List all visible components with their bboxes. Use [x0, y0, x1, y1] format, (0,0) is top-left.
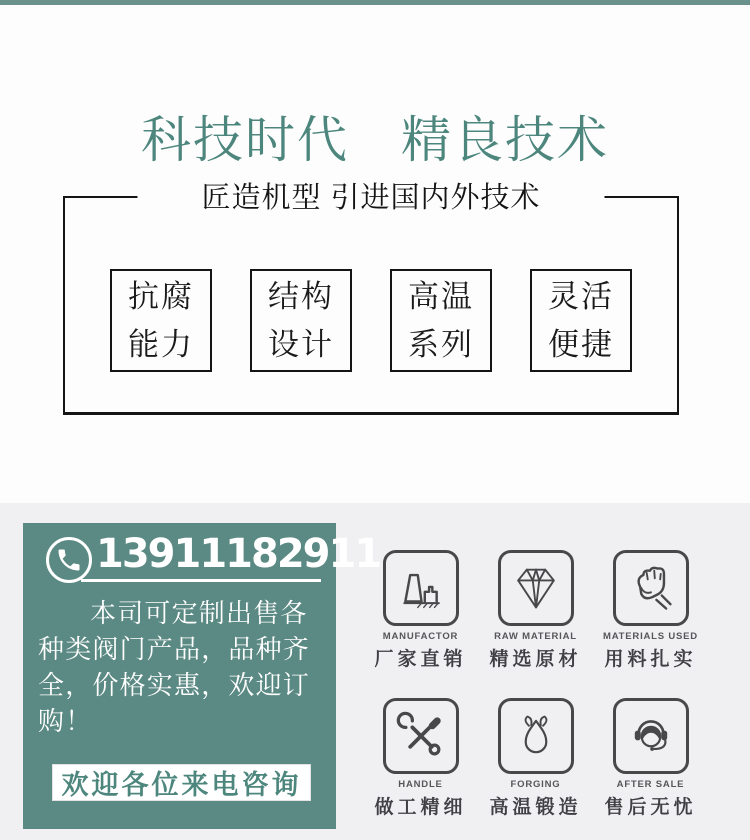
feature-box-flexible	[530, 269, 632, 372]
page-subtitle: 匠造机型 引进国内外技术	[137, 177, 604, 219]
headset-icon	[613, 698, 689, 774]
phone-number: 13911182911	[96, 531, 381, 577]
badge-label-en: HANDLE	[398, 779, 443, 790]
badge-label-en: MANUFACTOR	[382, 631, 459, 642]
feature-text: 能力	[128, 326, 194, 362]
feature-box-corrosion	[110, 269, 212, 372]
fist-icon	[613, 550, 689, 626]
factory-icon	[383, 550, 459, 626]
phone-underline	[81, 579, 321, 582]
feature-text: 灵活	[548, 278, 614, 314]
badge-manufacturer	[363, 550, 478, 671]
badge-after-sale	[593, 698, 708, 819]
top-accent-bar	[0, 0, 750, 5]
badge-label-en: FORGING	[510, 779, 561, 790]
badge-raw-material	[478, 550, 593, 671]
badge-materials-used	[593, 550, 708, 671]
feature-frame	[63, 182, 679, 415]
feature-text: 设计	[268, 326, 334, 362]
contact-description: 本司可定制出售各种类阀门产品，品种齐全，价格实惠，欢迎订购！	[38, 598, 311, 736]
feature-text: 系列	[408, 326, 474, 362]
feature-text: 结构	[268, 278, 334, 314]
lower-section	[0, 503, 750, 840]
badge-label-zh: 精选原材	[489, 649, 582, 670]
feature-text: 便捷	[548, 326, 614, 362]
badge-label-en: MATERIALS USED	[603, 631, 698, 642]
call-us-button[interactable]: 欢迎各位来电咨询	[52, 764, 311, 801]
badge-label-zh: 售后无忧	[604, 797, 697, 818]
contact-panel	[23, 523, 381, 829]
badge-label-zh: 厂家直销	[374, 649, 467, 670]
feature-box-structure	[250, 269, 352, 372]
diamond-icon	[498, 550, 574, 626]
feature-row	[110, 269, 632, 372]
badge-label-zh: 做工精细	[374, 797, 467, 818]
badge-handle	[363, 698, 478, 819]
badge-forging	[478, 698, 593, 819]
badge-label-en: AFTER SALE	[616, 779, 685, 790]
phone-handset-icon	[46, 537, 92, 583]
feature-box-temperature	[390, 269, 492, 372]
badge-label-zh: 用料扎实	[604, 649, 697, 670]
feature-text: 抗腐	[128, 278, 194, 314]
feature-text: 高温	[408, 278, 474, 314]
badge-label-zh: 高温锻造	[489, 797, 582, 818]
flame-icon	[498, 698, 574, 774]
tools-icon	[383, 698, 459, 774]
page-title: 科技时代 精良技术	[141, 112, 609, 168]
badge-grid	[363, 550, 708, 819]
badge-label-en: RAW MATERIAL	[494, 631, 577, 642]
